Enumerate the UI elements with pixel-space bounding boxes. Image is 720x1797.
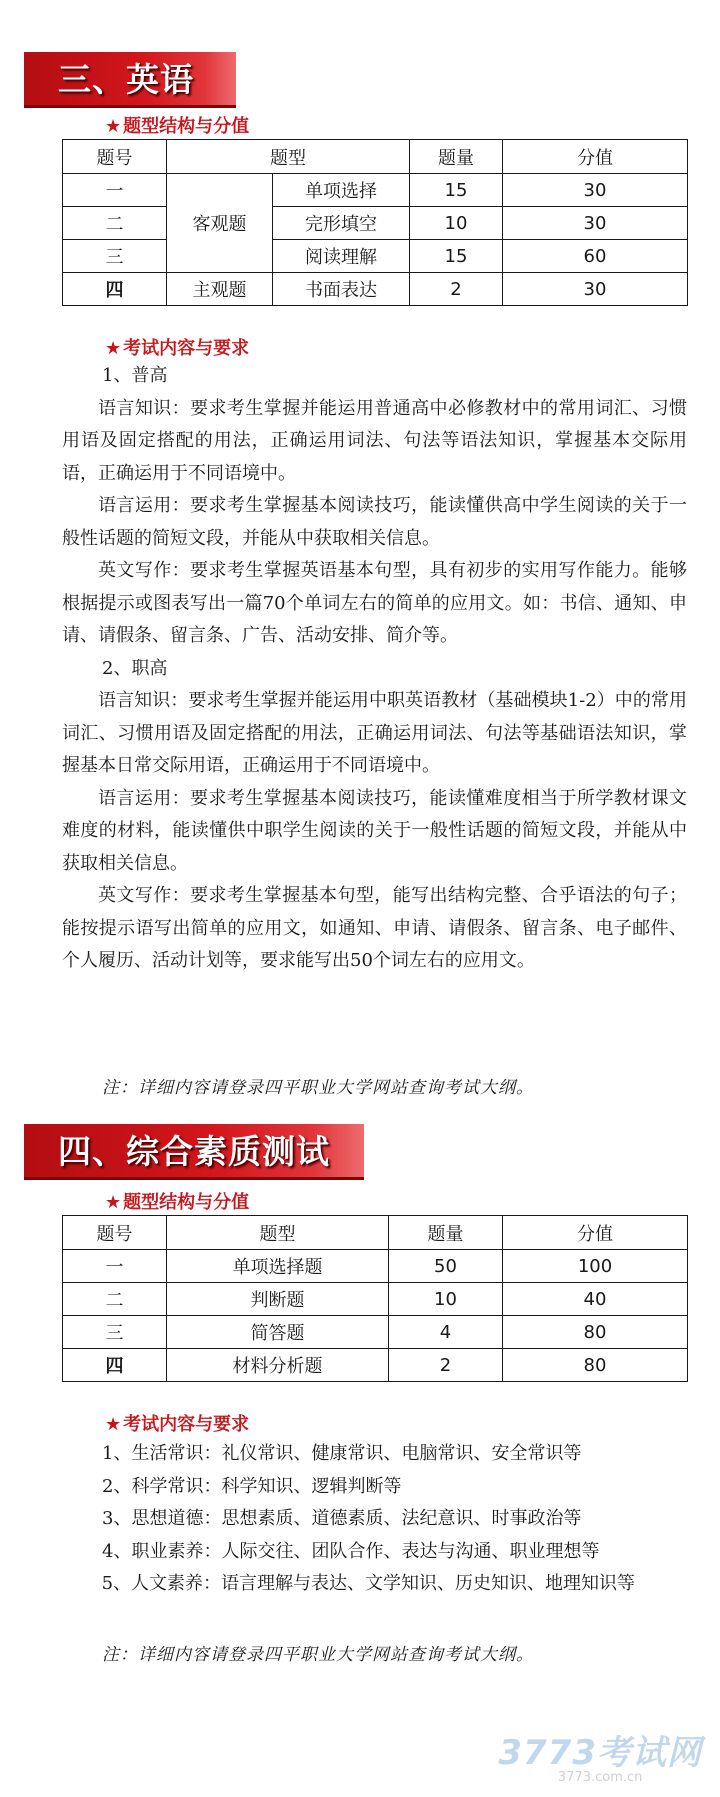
cell-no: 三 [63,240,167,273]
header-type: 题型 [167,140,410,174]
paragraph: 语言知识：要求考生掌握并能运用中职英语教材（基础模块1-2）中的常用词汇、习惯用语及固定搭配的用法，正确运用词法、句法等基础语法知识，掌握基本日常交际用语，正确运用于不同语境中。 [62,690,687,776]
cell-score: 80 [503,1316,688,1349]
section4-body [62,1438,687,1601]
header-no: 题号 [63,140,167,174]
list-item: 1、生活常识：礼仪常识、健康常识、电脑常识、安全常识等 [102,1443,582,1464]
cell-count: 2 [410,273,503,306]
section4-note: 注：详细内容请登录四平职业大学网站查询考试大纲。 [102,1645,534,1665]
cell-type: 材料分析题 [167,1349,389,1382]
cell-no: 二 [63,1283,167,1316]
subsection-label: 2、职高 [102,657,168,679]
paragraph: 语言运用：要求考生掌握基本阅读技巧，能读懂难度相当于所学教材课文难度的材料，能读懂供中职学生阅读的关于一般性话题的简短文段，并能从中获取相关信息。 [62,787,687,874]
cell-score: 30 [503,273,688,306]
section4-content-heading: ★ 考试内容与要求 [105,1414,250,1435]
cell-count: 15 [410,240,503,273]
table-row [63,174,688,207]
header-count: 题量 [389,1216,503,1250]
section3-banner [24,52,236,108]
cell-no: 一 [63,174,167,207]
section4-structure-heading: ★ 题型结构与分值 [105,1192,250,1213]
header-no: 题号 [63,1216,167,1250]
list-item: 3、思想道德：思想素质、道德素质、法纪意识、时事政治等 [102,1508,582,1529]
cell-no: 三 [63,1316,167,1349]
section3-title: 三、英语 [58,60,194,99]
cell-type: 完形填空 [273,207,410,240]
header-type: 题型 [167,1216,389,1250]
star-icon: ★ [105,116,122,137]
cell-score: 40 [503,1283,688,1316]
list-item: 5、人文素养：语言理解与表达、文学知识、历史知识、地理知识等 [101,1573,636,1594]
watermark-url: 3773.com.cn [557,1770,643,1785]
site-watermark [498,1725,702,1785]
table-row [63,1316,688,1349]
cell-no: 四 [63,273,167,306]
section4-score-table [62,1215,688,1382]
cell-score: 30 [503,174,688,207]
cell-category: 客观题 [167,174,273,273]
paragraph: 语言知识：要求考生掌握并能运用普通高中必修教材中的常用词汇、习惯用语及固定搭配的用法，正确运用词法、句法等语法知识，掌握基本交际用语，正确运用于不同语境中。 [62,397,687,484]
table-row [63,1283,688,1316]
cell-count: 2 [389,1349,503,1382]
star-icon: ★ [105,338,122,359]
paragraph: 语言运用：要求考生掌握基本阅读技巧，能读懂供高中学生阅读的关于一般性话题的简短文段，并能从中获取相关信息。 [62,495,687,549]
cell-no: 四 [63,1349,167,1382]
cell-type: 书面表达 [273,273,410,306]
cell-type: 阅读理解 [273,240,410,273]
table-header-row [63,140,688,174]
cell-no: 一 [63,1250,167,1283]
cell-score: 80 [503,1349,688,1382]
section3-note: 注：详细内容请登录四平职业大学网站查询考试大纲。 [102,1078,534,1098]
section3-body [62,360,687,978]
section4-banner [24,1124,364,1180]
cell-type: 简答题 [167,1316,389,1349]
cell-score: 100 [503,1250,688,1283]
watermark-logo: 3773考试网 [498,1733,702,1773]
table-row [63,240,688,273]
cell-count: 50 [389,1250,503,1283]
cell-count: 10 [410,207,503,240]
cell-count: 15 [410,174,503,207]
cell-count: 10 [389,1283,503,1316]
cell-category: 主观题 [167,273,273,306]
subsection-label: 1、普高 [102,365,168,386]
paragraph: 英文写作：要求考生掌握基本句型，能写出结构完整、合乎语法的句子；能按提示语写出简单的应用文，如通知、申请、请假条、留言条、电子邮件、个人履历、活动计划等，要求能写出50个词左右的应用文。 [62,885,687,971]
header-count: 题量 [410,140,503,174]
section3-structure-heading: ★ 题型结构与分值 [105,116,250,137]
list-item: 2、科学常识：科学知识、逻辑判断等 [102,1475,402,1497]
star-icon: ★ [105,1414,122,1435]
table-row [63,1349,688,1382]
table-row [63,1250,688,1283]
cell-score: 30 [503,207,688,240]
star-icon: ★ [105,1192,122,1213]
cell-type: 单项选择 [273,174,410,207]
cell-type: 单项选择题 [167,1250,389,1283]
header-score: 分值 [503,1216,688,1250]
section3-score-table [62,139,688,306]
table-row [63,273,688,306]
section3-content-heading: ★ 考试内容与要求 [105,338,250,359]
table-row [63,207,688,240]
cell-no: 二 [63,207,167,240]
list-item: 4、职业素养：人际交往、团队合作、表达与沟通、职业理想等 [102,1540,600,1562]
table-header-row [63,1216,688,1250]
header-score: 分值 [503,140,688,174]
paragraph: 英文写作：要求考生掌握英语基本句型，具有初步的实用写作能力。能够根据提示或图表写出一篇70个单词左右的简单的应用文。如：书信、通知、申请、请假条、留言条、广告、活动安排、简介等。 [62,560,687,646]
section4-title: 四、综合素质测试 [58,1132,330,1171]
cell-type: 判断题 [167,1283,389,1316]
cell-count: 4 [389,1316,503,1349]
cell-score: 60 [503,240,688,273]
